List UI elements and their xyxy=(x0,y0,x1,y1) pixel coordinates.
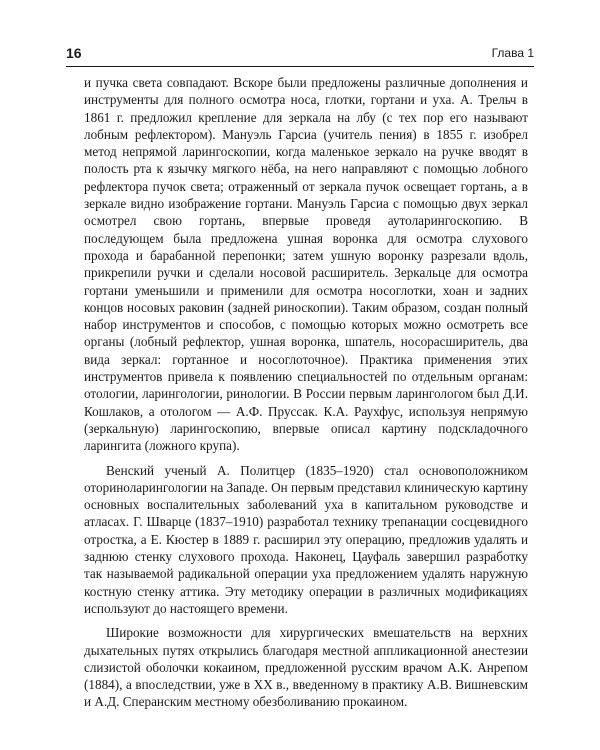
paragraph-1: и пучка света совпадают. Вскоре были предложены различные дополнения и инструменты для полного осмотра носа, глотки, гортани и уха. А. Трельч в 1861 г. предложил крепление для зеркала на лбу (с тех пор его называют лобным рефлектором). Мануэль Гарсиа (учитель пения) в 1855 г. изобрел метод непрямой ларингоскопии, когда маленькое зеркало на ручке вводят в полость рта к язычку мягкого нёба, на него направляют с помощью лобного рефлектора пучок света; отраженный от зеркала пучок освещает гортань, а в зеркале видно изображение гортани. Мануэль Гарсиа с помощью двух зеркал осмотрел свою гортань, впервые проведя аутоларингоскопию. В последующем была предложена ушная воронка для осмотра слухового прохода и барабанной перепонки; затем ушную воронку разрезали вдоль, прикрепили ручки и сделали носовой расширитель. Зеркальце для осмотра гортани уменьшили и применили для осмотра носоглотки, хоан и задних концов носовых раковин (задней риноскопии). Таким образом, создан полный набор инструментов и способов, с помощью которых можно осмотреть все органы (лобный рефлектор, ушная воронка, шпатель, носорасширитель, два вида зеркал: гортанное и носоглоточное). Практика применения этих инструментов привела к появлению специальностей по отдельным органам: отологии, ларингологии, ринологии. В России первым ларингологом был Д.И. Кошлаков, а отологом — А.Ф. Пруссак. К.А. Раухфус, используя непрямую (зеркальную) ларингоскопию, впервые описал картину подскладочного ларингита (ложного крупа). xyxy=(84,75,528,454)
body-text xyxy=(84,74,528,718)
running-head-chapter: Глава 1 xyxy=(491,46,534,60)
paragraph-2: Венский ученый А. Политцер (1835–1920) стал основоположником оториноларингологии на Западе. Он первым представил клиническую картину основных воспалительных заболеваний уха в капитальном руководстве и атласах. Г. Шварце (1837–1910) разработал технику трепанации сосцевидного отростка, а Е. Кюстер в 1889 г. расширил эту операцию, предложив удалять и заднюю стенку слухового прохода. Наконец, Цауфаль завершил разработку так называемой радикальной операции уха предложением удалять наружную костную стенку аттика. Эту методику операции в различных модификациях используют до настоящего времени. xyxy=(84,462,528,616)
paragraph-3: Широкие возможности для хирургических вмешательств на верхних дыхательных путях открылись благодаря местной аппликационной анестезии слизистой оболочки кокаином, предложенной русским врачом А.К. Анрепом (1884), а впоследствии, уже в XX в., введенному в практику А.В. Вишневским и А.Д. Сперанским местному обезболиванию прокаином. xyxy=(84,625,528,710)
header-rule xyxy=(66,66,534,67)
page-header xyxy=(66,44,534,64)
page-number: 16 xyxy=(66,45,82,61)
